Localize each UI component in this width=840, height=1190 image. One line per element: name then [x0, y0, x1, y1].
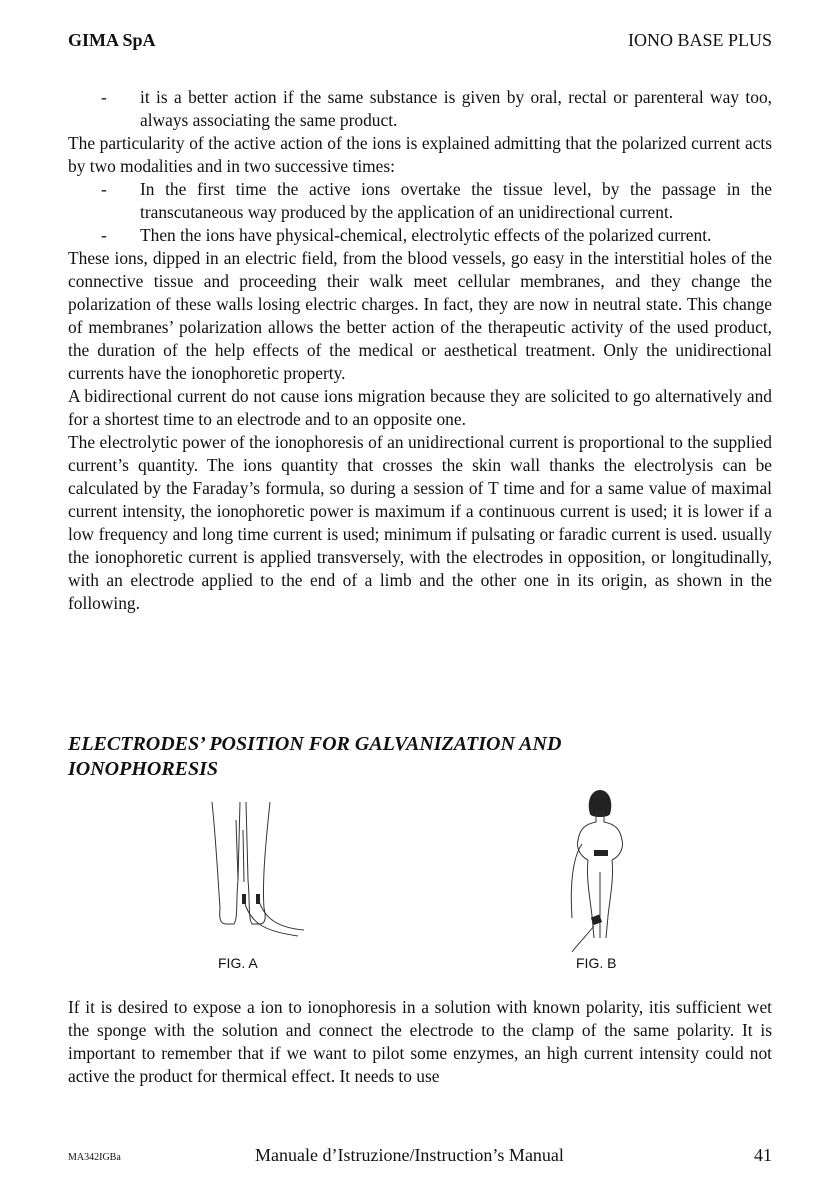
section-heading-line: ELECTRODES’ POSITION FOR GALVANIZATION AND: [68, 733, 562, 755]
section-heading: [68, 732, 772, 782]
page-number: 41: [754, 1145, 772, 1165]
footer-manual-title: Manuale d’Istruzione/Instruction’s Manual: [255, 1145, 564, 1165]
bullet-item: [68, 178, 772, 224]
figure-b-body-illustration: [560, 788, 640, 954]
bullet-item: [68, 224, 772, 247]
bullet-dash: -: [101, 87, 107, 107]
figure-a-caption: FIG. A: [218, 955, 258, 971]
section-heading-line: IONOPHORESIS: [68, 758, 219, 780]
paragraph: If it is desired to expose a ion to ionophoresis in a solution with known polarity, itis sufficient wet the sponge with the solution and connect the electrode to the clamp of the same polarity. It is important to remember that if we want to pilot some enzymes, an high current intensity could not active the product for thermical effect. It needs to use: [68, 997, 772, 1086]
header-company: GIMA SpA: [68, 30, 156, 50]
bullet-text: Then the ions have physical-chemical, electrolytic effects of the polarized current.: [140, 225, 712, 245]
figure-a-legs-illustration: [200, 800, 310, 940]
footer-document-code: MA342IGBa: [68, 1152, 121, 1163]
bullet-item: [68, 86, 772, 132]
body-text: [68, 86, 772, 615]
paragraph: These ions, dipped in an electric field, from the blood vessels, go easy in the interstitial holes of the connective tissue and proceeding their walk meet cellular membranes, and they change the polarization of these walls losing electric charges. In fact, they are now in neutral state. This change of membranes’ polarization allows the better action of the therapeutic activity of the used product, the duration of the help effects of the medical or aesthetical treatment. Only the unidirectional currents have the ionophoretic property.: [68, 248, 772, 383]
paragraph: The particularity of the active action of the ions is explained admitting that the polarized current acts by two modalities and in two successive times:: [68, 133, 772, 176]
bullet-dash: -: [101, 179, 107, 199]
bullet-dash: -: [101, 225, 107, 245]
figure-b-caption: FIG. B: [576, 955, 617, 971]
bullet-text: In the first time the active ions overtake the tissue level, by the passage in the transcutaneous way produced by the application of an unidirectional current.: [140, 179, 772, 222]
paragraph: The electrolytic power of the ionophoresis of an unidirectional current is proportional to the supplied current’s quantity. The ions quantity that crosses the skin wall thanks the electrolysis can be calculated by the Faraday’s formula, so during a session of T time and for a same value of maximal current intensity, the ionophoretic power is maximum if a continuous current is used; it is lower if a low frequency and long time current is used; minimum if pulsating or faradic current is used. usually the ionophoretic current is applied transversely, with the electrodes in opposition, or longitudinally, with an electrode applied to the end of a limb and the other one in its origin, as shown in the following.: [68, 432, 772, 613]
paragraph: A bidirectional current do not cause ions migration because they are solicited to go alternatively and for a shortest time to an electrode and to an opposite one.: [68, 386, 772, 429]
header-product: IONO BASE PLUS: [627, 30, 772, 50]
bullet-text: it is a better action if the same substance is given by oral, rectal or parenteral way too, always associating the same product.: [140, 87, 772, 130]
